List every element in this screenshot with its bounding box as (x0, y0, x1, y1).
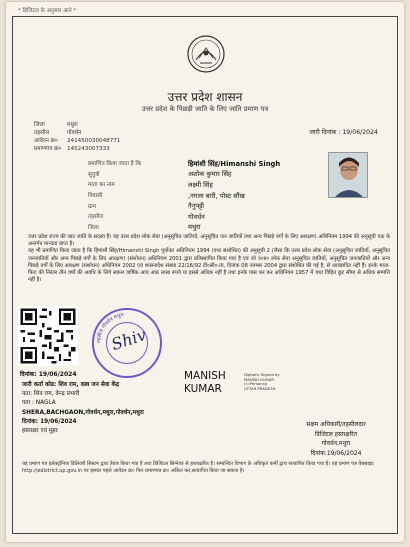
detail-row: ग्राम नैनुपट्टी (88, 202, 204, 211)
signer-last-name: KUMAR (184, 383, 222, 395)
applicant-block (22, 381, 202, 436)
paragraph-caste: उत्तर प्रदेश राज्य की जाट जाति के सदस्य हैं। यह उत्तर प्रदेश लोक सेवा (अनुसूचित जातियों, अनुसूचित जन जातियों तथा अन्य पिछड़े वर्गों के लिए आरक्षण) अधिनियम 1994 की अनुसूची एक के अन्तर्गत मान्यता प्राप्त है। (28, 234, 390, 248)
certificate-body (28, 234, 390, 284)
issue-date: जारी दिनांक : 19/06/2024 (309, 129, 378, 136)
detail-row: जिला मथुरा (88, 223, 201, 232)
document-subtitle: उत्तर प्रदेश के पिछड़ी जाति के लिए जाति प्रमाण पत्र (141, 105, 269, 113)
applicant-photo (328, 152, 368, 198)
seal-text: तहसील गोवर्धन मथुरा (95, 312, 125, 344)
issuer-date: दिनांक: 19/06/2024 (22, 418, 77, 425)
meta-certificate-no: प्रमाणपत्र क्र० 145243007333 (34, 146, 110, 152)
verification-footer: यह प्रमाण पत्र इलेक्ट्रॉनिक डिलिवरी सिस्टम द्वारा तैयार किया गया है तथा डिजिटल सिग्नेचर से हस्ताक्षरित है। सम्बन्धित विभाग के अधिकृत कर्मी द्वारा सत्यापित किया गया है। यह प्रमाण पत्र वेबसाइट http://edistrict.up.gov.in पर इसका पहले आवेदन क्र० फिर प्रमाणपत्र क्र० अंकित कर,सत्यापित किया जा सकता है। (22, 461, 374, 474)
certificate-sheet (6, 2, 404, 542)
digital-signature-note: Digitally Signed by MANISH KUMAR (I=Personal) UTTAR PRADESH (244, 372, 280, 391)
qr-date: दिनांक: 19/06/2024 (20, 371, 77, 378)
issuer-sign-label: हस्ताक्षर एवं मुहर (22, 428, 58, 435)
issuer-name: पता: शिव राम, केन्द्र प्रभारी (22, 391, 80, 398)
detail-row: माता का नाम लक्ष्मी सिंह (88, 180, 213, 189)
meta-tehsil: तहसील गोवर्धन (34, 130, 82, 136)
official-seal (92, 308, 162, 378)
detail-row: निवासी ,नगला बारी, पोस्ट सौंख (88, 191, 245, 200)
paragraph-creamy-layer: यह भी प्रमाणित किया जाता है कि हिमांशी सिंह/Himanshi Singh पूर्वोक्त अधिनियम 1994 (यथा संशोधित) की अनुसूची 2 (जैसा कि उत्तर प्रदेश लोक सेवा (अनुसूचित जातियों, अनुसूचित जनजातियों और अन्य पिछड़े वर्गों के लिए आरक्षण) (संशोधन) अधिनियम 2001 द्वारा प्रतिस्थापित किया गया है एवं जो उ०प्र० लोक सेवा अनुसूचित जातियों, अनुसूचित जनजातियों और अन्य पिछड़े वर्गों के लिए आरक्षण (संशोधन) अधिनियम 2002 एवं शासनादेश संख्या 22/16/92 टी०सी०-III, दिनांक 08 नवम्बर 2004 द्वारा संशोधित की गई है, से आच्छादित नहीं हैं। इनके माता-पिता की निरंतर तीन वर्षों की अवधि के लिये सकल वार्षिक आय आठ लाख रुपये या इससे अधिक नहीं है तथा इनके पास धन कर अधिनियम 1957 में यथा विहित छूट सीमा से अधिक सम्पत्ति नहीं है। (28, 248, 390, 284)
digital-signer (184, 370, 226, 396)
detail-row: तहसील गोवर्धन (88, 212, 205, 221)
issuer-address: SHERA,BACHGAON,गोवर्धन,मथुरा,गोवर्धन,मथुरा (22, 409, 144, 416)
signer-first-name: MANISH (184, 370, 226, 382)
detail-row: सुपुत्री अशोक कुमार सिंह (88, 170, 232, 179)
seal-signature: Shiv (108, 324, 149, 355)
state-emblem-icon (182, 34, 230, 74)
detail-row: प्रमाणित किया जाता है कि हिमांशी सिंह/Himanshi Singh (88, 159, 281, 168)
authority-date: दिनांक:19/06/2024 (310, 449, 362, 457)
authority-signed: डिजिटल हस्ताक्षरित (315, 430, 357, 438)
authority-location: गोवर्धन,मथुरा (321, 440, 351, 447)
qr-code-icon (18, 306, 78, 366)
meta-district: जिला मथुरा (34, 122, 78, 128)
meta-application-no: आवेदन क्र० 241450030048771 (34, 138, 121, 144)
document-title: उत्तर प्रदेश शासन (167, 90, 243, 104)
authority-block (276, 420, 396, 458)
authority-title: सक्षम अधिकारी/तहसीलदार (306, 421, 366, 428)
issuer-address-label: पता : NAGLA (22, 400, 56, 407)
top-note: * डिजिटल के अनुसार आने * (18, 8, 77, 14)
issuer-code: जारी कर्ता कोड: शिव राम, वस्त्र जन सेवा केंद्र (22, 382, 120, 388)
